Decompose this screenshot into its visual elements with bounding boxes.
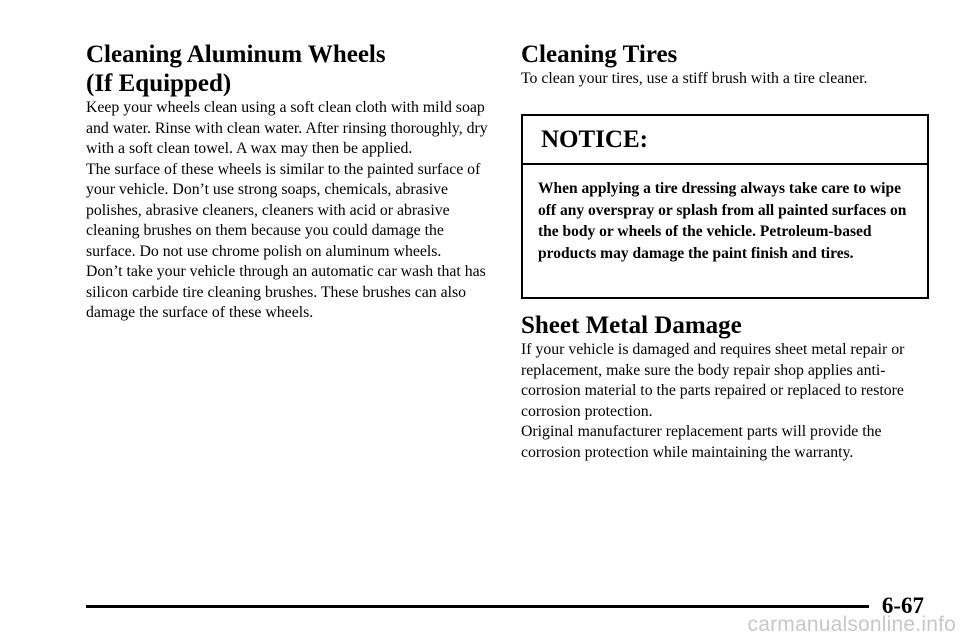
watermark-text: carmanualsonline.info <box>747 613 956 636</box>
right-column-top <box>521 40 929 90</box>
cleaning-tires-text: To clean your tires, use a stiff brush with a tire cleaner. <box>521 70 868 87</box>
sheet-metal-heading: Sheet Metal Damage <box>521 312 742 339</box>
notice-divider <box>523 163 927 165</box>
aluminum-wheels-heading-line2: (If Equipped) <box>86 70 232 97</box>
cleaning-tires-heading: Cleaning Tires <box>521 41 678 68</box>
footer-divider <box>86 605 869 608</box>
aluminum-wheels-paragraph: Keep your wheels clean using a soft clean cloth with mild soap and water. Rinse with clean water. After rinsing thoroughly, dry with a soft clean towel. A wax may then be applied. <box>86 99 488 157</box>
aluminum-wheels-paragraph: Don’t take your vehicle through an automatic car wash that has silicon carbide tire cleaning brushes. These brushes can also damage the surface of these wheels. <box>86 263 486 321</box>
notice-title: NOTICE: <box>541 126 648 153</box>
notice-box <box>521 114 929 299</box>
sheet-metal-paragraph: Original manufacturer replacement parts will provide the corrosion protection while maintaining the warranty. <box>521 423 882 461</box>
page-number: 6-67 <box>881 593 924 618</box>
aluminum-wheels-heading <box>86 40 494 98</box>
notice-text: When applying a tire dressing always take care to wipe off any overspray or splash from all painted surfaces on the body or wheels of the vehicle. Petroleum-based products may damage the paint finish and tires. <box>538 180 907 262</box>
aluminum-wheels-paragraph: The surface of these wheels is similar to the painted surface of your vehicle. Don’t use strong soaps, chemicals, abrasive polishes, abrasive cleaners, cleaners with acid or abrasive cleaning brushes on them because you could damage the surface. Do not use chrome polish on aluminum wheels. <box>86 160 481 260</box>
sheet-metal-paragraph: If your vehicle is damaged and requires sheet metal repair or replacement, make sure the body repair shop applies anti-corrosion material to the parts repaired or replaced to restore corrosion protection. <box>521 341 905 420</box>
sheet-metal-section <box>521 311 929 463</box>
aluminum-wheels-heading-line1: Cleaning Aluminum Wheels <box>86 41 386 68</box>
left-column <box>86 40 494 324</box>
